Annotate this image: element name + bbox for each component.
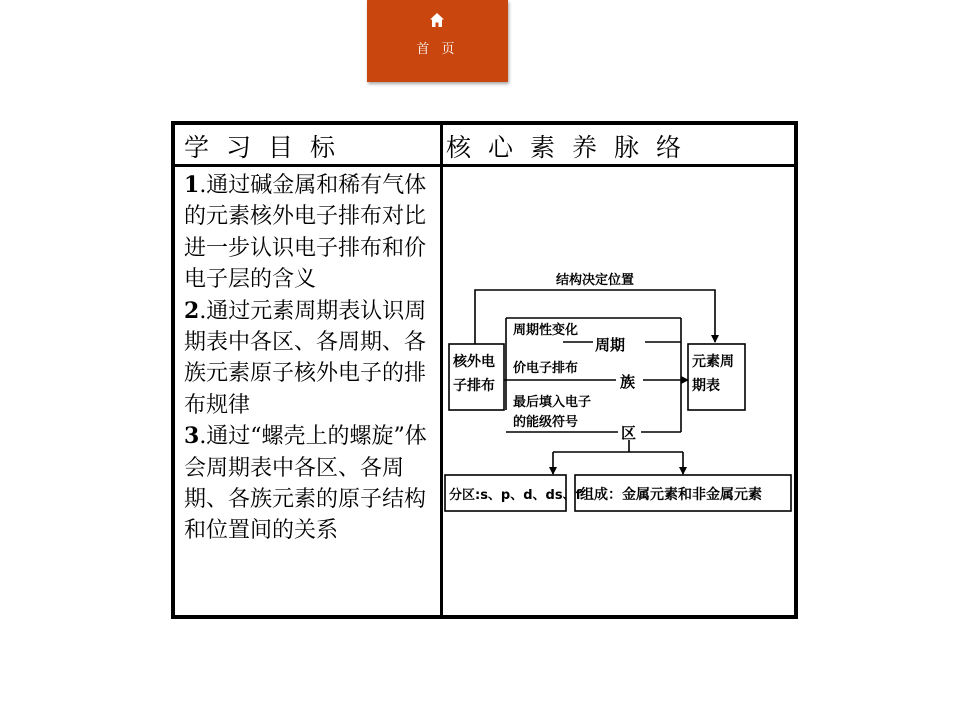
block-label: 区 — [621, 424, 637, 442]
composition-label: 组成：金属元素和非金属元素 — [580, 487, 762, 503]
group-label: 族 — [620, 373, 636, 391]
header-core-literacy: 核心素养脉络 — [446, 133, 699, 162]
periodic-table-line1: 元素周 — [692, 354, 734, 370]
periodic-table-line2: 期表 — [692, 378, 720, 394]
electron-config-line1: 核外电 — [453, 354, 495, 370]
home-button[interactable] — [367, 0, 508, 82]
last-electron-line2: 的能级符号 — [513, 415, 579, 430]
partition-label: 分区:s、p、d、ds、f — [449, 488, 582, 503]
home-icon — [429, 12, 445, 28]
home-label: 首 页 — [416, 42, 459, 57]
goal-item-2: 2.通过元素周期表认识周期表中各区、各周期、各族元素原子核外电子的排布规律 — [184, 297, 427, 418]
header-learning-goals: 学习目标 — [184, 133, 353, 162]
valence-config-label: 价电子排布 — [513, 361, 579, 376]
goal-item-3: 3.通过“螺壳上的螺旋”体会周期表中各区、各周期、各族元素的原子结构和位置间的关系 — [184, 423, 427, 544]
goal-item-1: 1.通过碱金属和稀有气体的元素核外电子排布对比进一步认识电子排布和价电子层的含义 — [184, 172, 427, 293]
period-label: 周期 — [595, 336, 626, 354]
learning-goals-list — [184, 170, 436, 547]
structure-position-label: 结构决定位置 — [555, 273, 635, 288]
last-electron-line1: 最后填入电子 — [513, 395, 592, 410]
core-literacy-diagram — [443, 266, 795, 516]
table-header-divider — [171, 164, 798, 167]
periodic-change-label: 周期性变化 — [513, 323, 579, 338]
electron-config-line2: 子排布 — [453, 378, 495, 394]
